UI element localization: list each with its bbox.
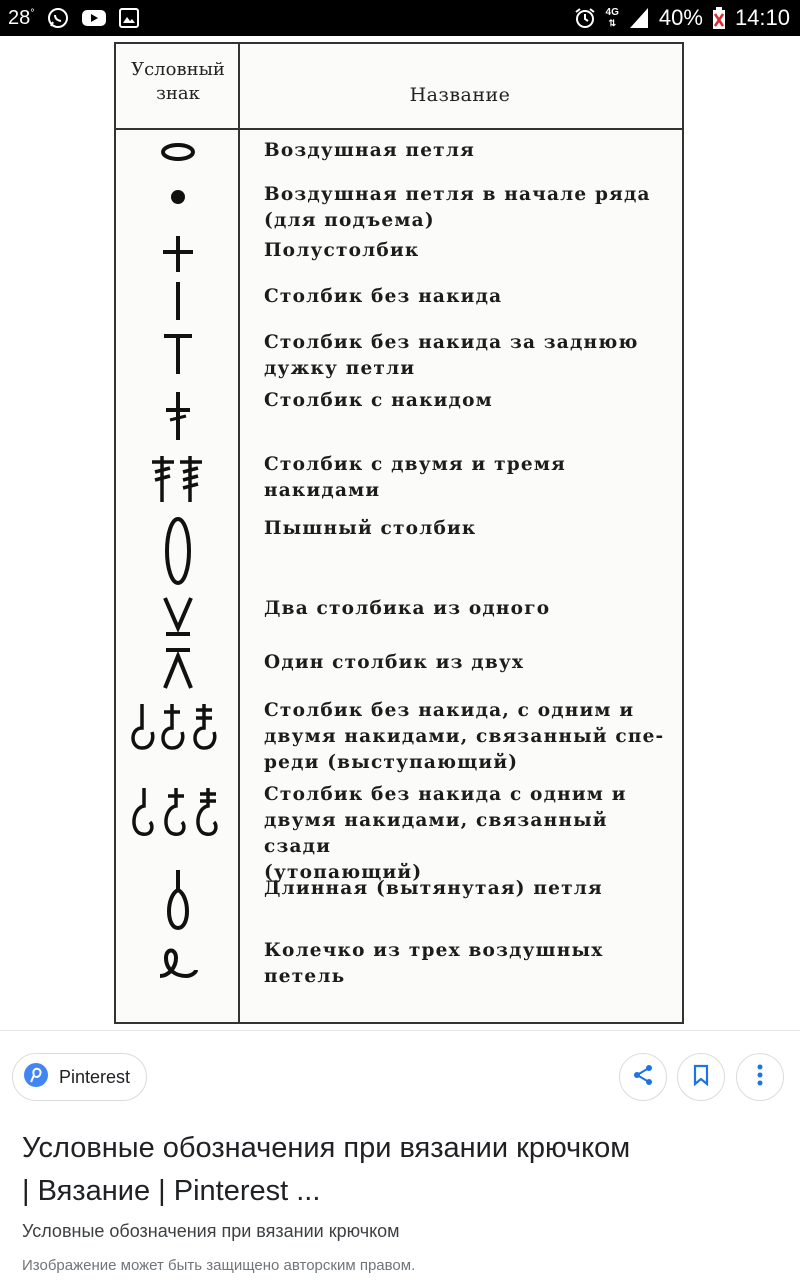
chain-start-dot-symbol [124,182,232,212]
more-vert-icon [756,1063,764,1092]
row-label-line: Столбик с накидом [264,390,493,411]
row-label-line: двумя накидами, связанный спе- [264,726,665,747]
double-triple-crochet-symbol [124,452,232,504]
double-crochet-symbol [124,390,232,442]
result-title-line: | Вязание | Pinterest ... [22,1175,321,1207]
row-label-line: Один столбик из двух [264,652,525,673]
row-label [264,330,682,382]
temperature-value: 28 [8,6,31,29]
row-label-line: Воздушная петля [264,140,475,161]
row-label [264,138,682,164]
row-label-line: (утопающий) [264,862,423,883]
header-symbol [120,58,236,106]
source-chip[interactable] [12,1053,147,1101]
save-button[interactable] [677,1053,725,1101]
image-result-card [0,1030,800,1281]
image-preview[interactable] [0,36,800,1030]
pinterest-logo-icon [23,1062,49,1093]
single-crochet-back-loop-symbol [124,332,232,376]
degree-sign: ° [30,6,35,19]
row-label [264,182,682,234]
clock-time: 14:10 [734,5,790,30]
crochet-symbols-table [114,42,684,1024]
chain-stitch-symbol [124,140,232,164]
result-title-line: Условные обозначения при вязании крючком [22,1132,631,1164]
decrease-lambda-symbol [124,646,232,692]
whatsapp-icon [47,7,69,29]
gallery-icon [119,8,139,28]
row-label-line: Столбик без накида, с одним и [264,700,635,721]
source-name: Pinterest [59,1066,131,1087]
share-button[interactable] [619,1053,667,1101]
row-label-line: Два столбика из одного [264,598,551,619]
slip-stitch-cross-symbol [124,234,232,274]
share-icon [631,1063,655,1092]
bookmark-icon [690,1064,712,1091]
more-options-button[interactable] [736,1053,784,1101]
row-label [264,650,682,676]
battery-percent: 40% [658,5,703,30]
row-label-line: Столбик без накида за заднюю [264,332,639,353]
row-label-line: (для подъема) [264,210,435,231]
network-4g-icon: 4G ⇅ [605,7,619,28]
increase-v-symbol [124,594,232,638]
row-label [264,238,682,264]
row-label [264,876,682,902]
youtube-icon [81,8,107,28]
row-label-line: Столбик с двумя и тремя накидами [264,454,567,501]
row-label-line: Пышный столбик [264,518,477,539]
header-divider [116,128,682,130]
copyright-notice: Изображение может быть защищено авторским правом. [22,1257,416,1274]
puff-stitch-symbol [124,514,232,588]
network-label: 4G [605,7,619,18]
signal-icon [629,7,649,29]
row-label [264,516,682,542]
single-crochet-bar-symbol [124,280,232,322]
row-label-line: Колечко из трех воздушных петель [264,940,604,987]
column-divider [238,44,240,1022]
battery-icon [713,7,725,29]
result-subtitle: Условные обозначения при вязании крючком [22,1221,400,1241]
header-name: Название [409,84,511,106]
row-label-line: реди (выступающий) [264,752,519,773]
back-post-stitches-symbol [124,784,232,840]
three-chain-ring-symbol [124,942,232,982]
header-symbol-line1: Условный [131,59,225,80]
temperature-indicator [8,7,35,30]
row-label [264,284,682,310]
front-post-stitches-symbol [124,698,232,752]
row-label-line: Столбик без накида [264,286,503,307]
status-bar [0,0,800,36]
row-label [264,388,682,414]
row-label-line: Воздушная петля в начале ряда [264,184,651,205]
row-label [264,938,682,990]
header-symbol-line2: знак [156,83,200,104]
row-label-line: Длинная (вытянутая) петля [264,878,603,899]
row-label-line: дужку петли [264,358,416,379]
result-title[interactable] [22,1127,762,1213]
row-label [264,698,682,776]
row-label-line: двумя накидами, связанный сзади [264,810,608,857]
long-loop-symbol [124,868,232,932]
row-label-line: Полустолбик [264,240,420,261]
row-label [264,452,682,504]
row-label [264,596,682,622]
alarm-icon [574,7,596,29]
row-label-line: Столбик без накида с одним и [264,784,627,805]
row-label [264,782,682,886]
